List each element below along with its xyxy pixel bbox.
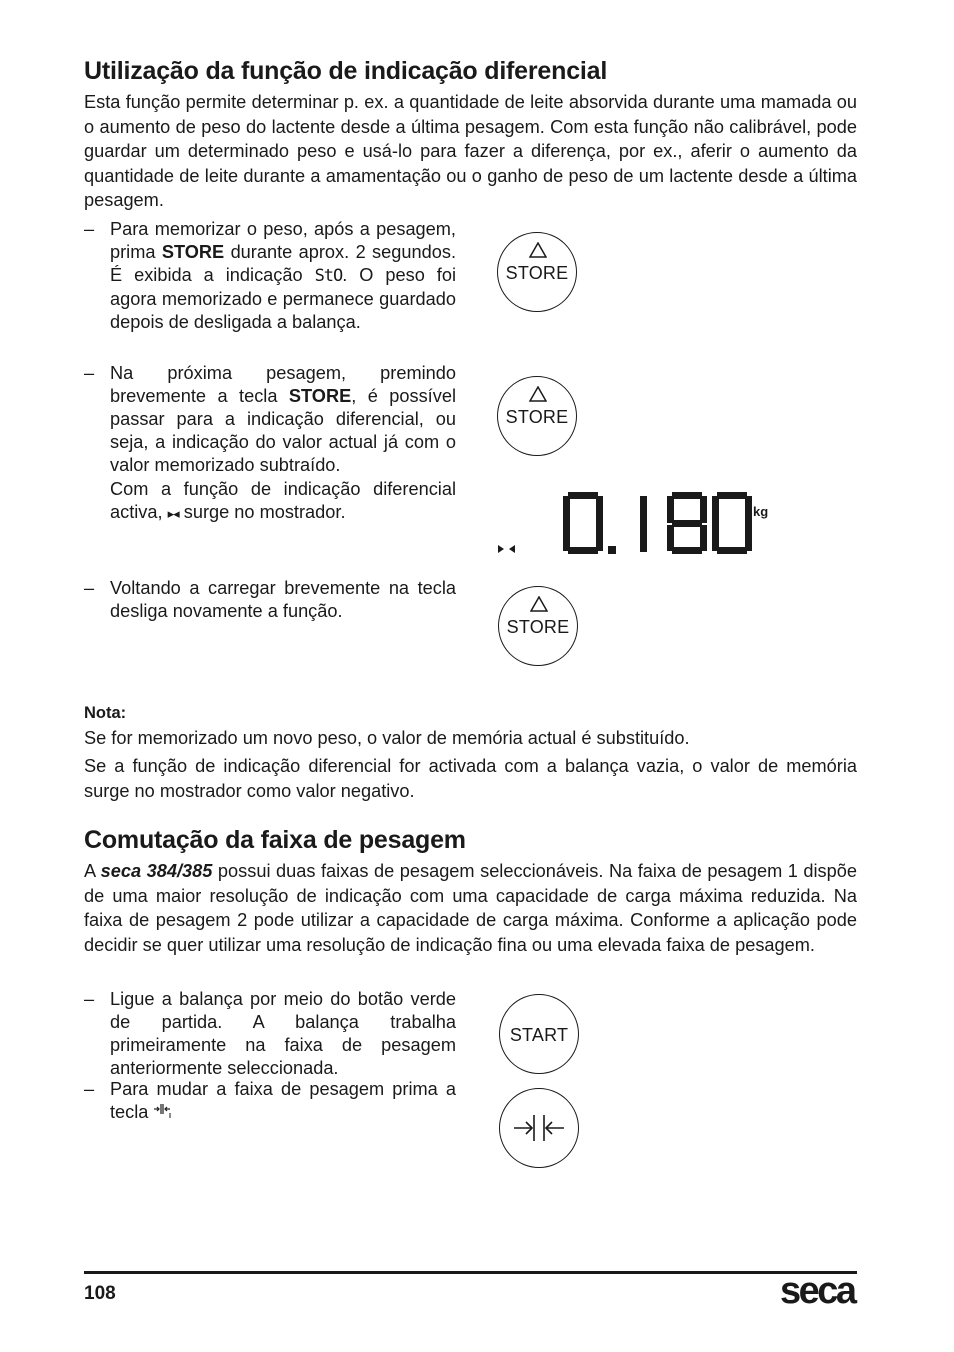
start-button-label: START (509, 1025, 569, 1045)
list-item (84, 577, 456, 623)
store-key-label: STORE (288, 386, 352, 406)
store-button[interactable] (498, 586, 578, 666)
list-item (84, 1078, 456, 1124)
list-item-continued (84, 478, 456, 525)
page-number: 108 (84, 1283, 116, 1304)
bullet-text: Ligue a balança por meio do botão verde de partida. A balança trabalha primeiramente na faixa de pesagem anteriormente seleccionada. (110, 989, 456, 1078)
dash: – (84, 363, 95, 383)
section-title-differential: Utilização da função de indicação diferencial (84, 57, 608, 85)
intro-text: possui duas faixas de pesagem seleccionáveis. Na faixa de pesagem 1 dispõe de uma maior resolução de indicação com uma capacidade de carga máxima reduzida. Na faixa de pesagem 2 pode utilizar a capacidade de carga máxima. Conforme a aplicação pode decidir se quer utilizar uma resolução de indicação fina ou uma elevada faixa de pesagem. (84, 861, 857, 955)
range-switch-button[interactable] (499, 1088, 579, 1168)
start-button[interactable] (499, 994, 579, 1074)
store-button-label: STORE (505, 263, 569, 283)
seca-logo: seca (780, 1270, 855, 1312)
range-switch-icon (512, 1111, 566, 1145)
bullet-text: Na próxima pesagem, premindo brevemente a tecla (110, 363, 456, 406)
store-button[interactable] (497, 232, 577, 312)
note-text: Se a função de indicação diferencial for activada com a balança vazia, o valor de memória surge no mostrador como valor negativo. (84, 756, 857, 801)
store-button-label: STORE (506, 617, 570, 637)
bullet-text: Para mudar a faixa de pesagem prima a tecla (110, 1079, 456, 1122)
range-switch-icon (153, 1103, 171, 1119)
store-button[interactable] (497, 376, 577, 456)
differential-symbol-icon: ▸◂ (167, 506, 179, 521)
triangle-up-icon (529, 386, 547, 402)
dash: – (84, 989, 95, 1009)
sto-display-text: StO (314, 266, 343, 286)
list-item (84, 362, 456, 477)
unit-label: kg (753, 504, 769, 519)
range-intro-paragraph (84, 859, 857, 957)
bullet-text: Voltando a carregar brevemente na tecla desliga novamente a função. (110, 578, 456, 621)
dash: – (84, 219, 95, 239)
note-text: Se for memorizado um novo peso, o valor de memória actual é substituído. (84, 728, 690, 748)
list-item (84, 218, 456, 334)
intro-paragraph: Esta função permite determinar p. ex. a quantidade de leite absorvida durante uma mamada ou o aumento de peso do lactente desde a última pesagem. Com esta função não calibrável, pode guardar um determinado peso e usá-lo para fazer a diferença, por ex., aferir o aumento da quantidade de leite durante a amamentação ou o ganho de peso de um lactente desde a última pesagem. (84, 92, 857, 211)
bullet-text: . O peso foi agora memorizado e permanece guardado depois de desligada a balança. (110, 265, 457, 332)
bullet-text: Com a função de indicação diferencial activa, (110, 479, 456, 522)
dash: – (84, 578, 95, 598)
scale-display (495, 486, 785, 560)
display-digits (495, 486, 785, 560)
store-key-label: STORE (161, 242, 225, 262)
model-name: seca 384/385 (100, 861, 213, 881)
dash: – (84, 1079, 95, 1099)
footer-rule (84, 1271, 857, 1274)
section-title-range: Comutação da faixa de pesagem (84, 826, 466, 854)
triangle-up-icon (530, 596, 548, 612)
bullet-text: surge no mostrador. (178, 502, 346, 522)
store-button-label: STORE (505, 407, 569, 427)
note-label: Nota: (84, 704, 127, 722)
triangle-up-icon (529, 242, 547, 258)
bullet-text: durante aprox. 2 segundos. É exibida a indicação (110, 242, 456, 285)
intro-text: A (84, 861, 101, 881)
list-item (84, 988, 456, 1080)
bullet-text: Para memorizar o peso, após a pesagem, prima (110, 219, 456, 262)
bullet-text: , é possível passar para a indicação diferencial, ou seja, a indicação do valor actual já com o valor memorizado subtraído. (110, 386, 456, 475)
